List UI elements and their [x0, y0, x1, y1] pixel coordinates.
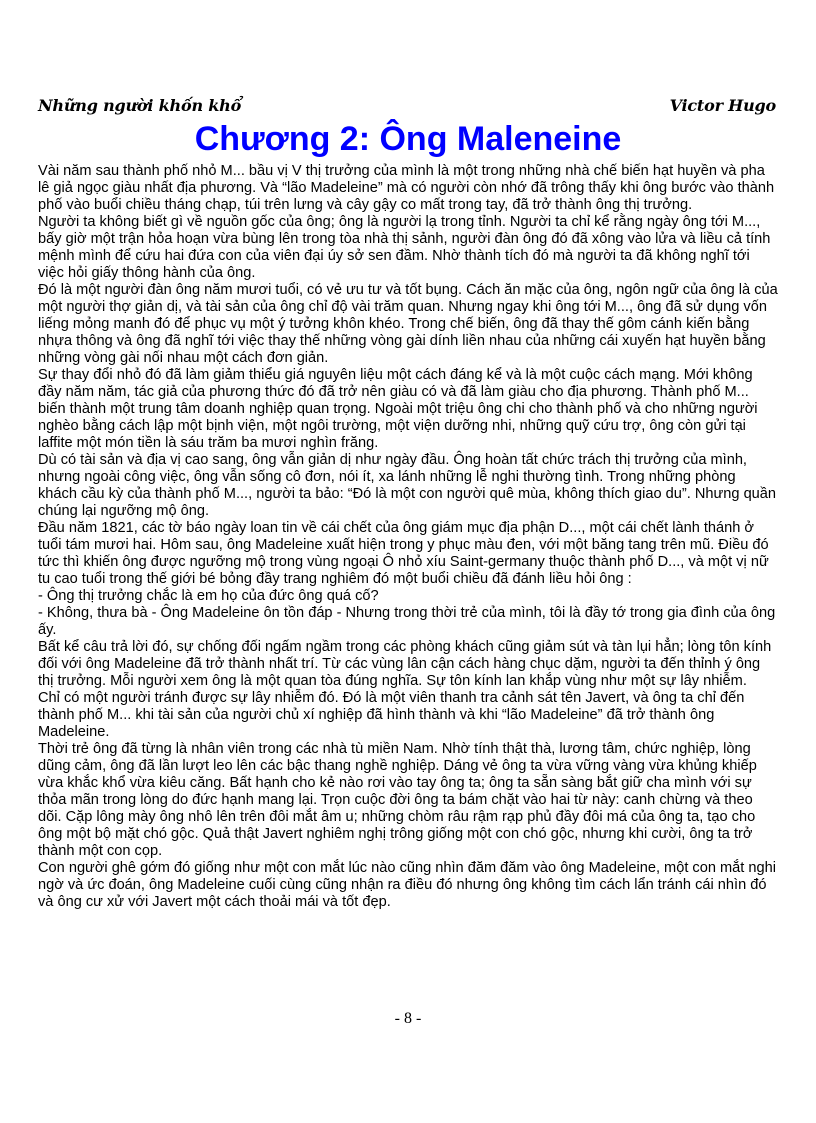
- paragraph: Con người ghê gớm đó giống như một con mắt lúc nào cũng nhìn đăm đăm vào ông Madeleine, một con mắt nghi ngờ và ức đoán, ông Madeleine cuối cùng cũng nhận ra điều đó nhưng ông không tìm cách lẩn tránh cái nhìn đó và ông cư xử với Javert một cách thoải mái và tốt đẹp.: [38, 860, 776, 910]
- page-number: - 8 -: [394, 1010, 422, 1027]
- paragraph: Dù có tài sản và địa vị cao sang, ông vẫn giản dị như ngày đầu. Ông hoàn tất chức trách thị trưởng của mình, nhưng ngoài công việc, ông vẫn sống cô đơn, nói ít, xa lánh những lễ nghi thường tình. Trong những phòng khách cầu kỳ của thành phố M..., người ta bảo: “Đó là một con người quê mùa, không thích giao du”. Nhưng quần chúng lại ngưỡng mộ ông.: [38, 452, 777, 519]
- paragraph: Thời trẻ ông đã từng là nhân viên trong các nhà tù miền Nam. Nhờ tính thật thà, lương tâm, chức nghiệp, lòng dũng cảm, ông đã lần lượt leo lên các bậc thang nghề nghiệp. Dáng vẻ ông ta vừa vững vàng vừa khủng khiếp vừa khắc khổ vừa kiêu căng. Bất hạnh cho kẻ nào rơi vào tay ông ta; ông ta sẵn sàng bắt giữ cha mình với sự thỏa mãn trong lòng do đức hạnh mang lại. Trọn cuộc đời ông ta bám chặt vào hai từ này: canh chừng và theo dõi. Cặp lông mày ông nhô lên trên đôi mắt âm u; những chòm râu rậm rạp phủ đầy đôi má của ông ta, tạo cho ông một bộ mặt chó gộc. Quả thật Javert nghiêm nghị trông giống một con chó gộc, nhưng khi cười, ông ta trở thành một con cọp.: [38, 741, 757, 859]
- paragraph: Vài năm sau thành phố nhỏ M... bầu vị V thị trưởng của mình là một trong những nhà chế biến hạt huyền và pha lê giả ngọc giàu nhất địa phương. Và “lão Madeleine” mà có người còn nhớ đã trông thấy khi ông bước vào thành phố vào buổi chiều tháng chạp, túi trên lưng và cây gậy co mất trong tay, đã trở thành ông thị trưởng.: [38, 163, 775, 213]
- paragraph: Sự thay đổi nhỏ đó đã làm giảm thiểu giá nguyên liệu một cách đáng kể và là một cuộc cách mạng. Mới không đầy năm năm, tác giả của phương thức đó đã trở nên giàu có và đã làm giàu cho địa phương. Thành phố M... biến thành một trung tâm doanh nghiệp quan trọng. Ngoài một triệu ông chi cho thành phố và cho những người nghèo bằng cách lập một bịnh viện, một ngôi trường, một viện dưỡng nhi, những quỹ cứu trợ, ông còn gửi tại laffite một món tiền là sáu trăm ba mươi nghìn frăng.: [38, 367, 758, 451]
- paragraph: Đầu năm 1821, các tờ báo ngày loan tin về cái chết của ông giám mục địa phận D..., một cái chết lành thánh ở tuổi tám mươi hai. Hôm sau, ông Madeleine xuất hiện trong y phục màu đen, với một băng tang trên mũ. Điều đó tức thì khiến ông được ngưỡng mộ trong vùng ngoại Ô nhỏ xíu Saint-germany thuộc thành phố D..., và một vị nữ tu cao tuổi trong thế giới bé bỏng đầy trang nghiêm đó một buổi chiều đã đánh liều hỏi ông :: [38, 520, 769, 587]
- paragraph: Bất kể câu trả lời đó, sự chống đối ngấm ngầm trong các phòng khách cũng giảm sút và tàn lụi hẳn; lòng tôn kính đối với ông Madeleine đã trở thành nhất trí. Từ các vùng lân cận cách hàng chục dặm, người ta đến thỉnh ý ông thị trưởng. Mỗi người xem ông là một quan tòa đúng nghĩa. Sự tôn kính lan khắp vùng như một sự lây nhiễm.: [38, 639, 772, 689]
- chapter-title: Chương 2: Ông Maleneine: [194, 120, 622, 158]
- paragraph: Người ta không biết gì về nguồn gốc của ông; ông là người lạ trong tỉnh. Người ta chỉ kể rằng ngày ông tới M..., bấy giờ một trận hỏa hoạn vừa bùng lên trong tòa nhà thị sảnh, người đàn ông đó đã xông vào lửa và liều cả tính mệnh mình để cứu hai đứa con của viên đại úy sở sen đầm. Nhờ thành tích đó mà người ta đã không nghĩ tới việc hỏi giấy thông hành của ông.: [38, 214, 771, 281]
- dialogue-line: - Ông thị trưởng chắc là em họ của đức ông quá cố?: [38, 588, 379, 604]
- book-title: Những người khốn khổ: [38, 96, 242, 115]
- dialogue-line: - Không, thưa bà - Ông Madeleine ôn tồn đáp - Nhưng trong thời trẻ của mình, tôi là đầy tớ trong gia đình của ông ấy.: [38, 605, 776, 638]
- paragraph: Đó là một người đàn ông năm mươi tuổi, có vẻ ưu tư và tốt bụng. Cách ăn mặc của ông, ngôn ngữ của ông là của một người thợ giản dị, và tài sản của ông chỉ độ vài trăm quan. Nhưng ngay khi ông tới M..., ông đã sử dụng vốn liếng mỏng manh đó để phục vụ một ý tưởng khôn khéo. Trong chế biến, ông đã thay thế gôm cánh kiến bằng nhựa thông và ông đã nghĩ tới việc thay thế những vòng gài dính liền nhau của những cái xuyến hạt huyền bằng những vòng gài nối nhau một cách đơn giản.: [38, 282, 778, 366]
- paragraph: Chỉ có một người tránh được sự lây nhiễm đó. Đó là một viên thanh tra cảnh sát tên Javert, và ông ta chỉ đến thành phố M... khi tài sản của người chủ xí nghiệp đã hình thành và khi “lão Madeleine” đã trở thành ông Madeleine.: [38, 690, 745, 740]
- chapter-body: [38, 163, 778, 911]
- author-name: Victor Hugo: [669, 96, 776, 115]
